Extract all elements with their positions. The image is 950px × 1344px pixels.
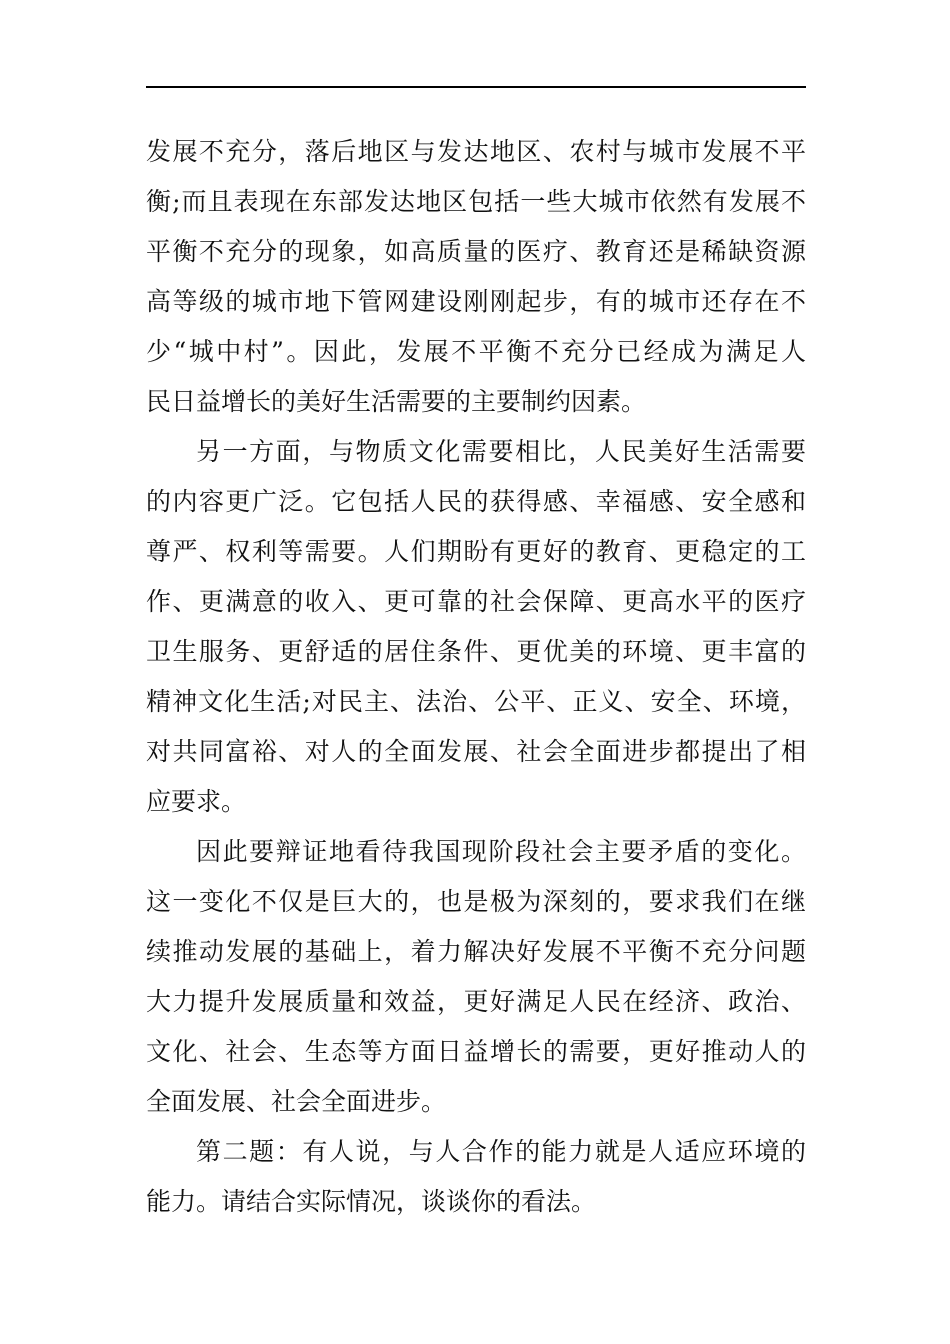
header-rule: [146, 86, 806, 88]
text-line: 作、更满意的收入、更可靠的社会保障、更高水平的医疗: [146, 587, 806, 616]
question-heading: 第二题：有人说，与人合作的能力就是人适应环境的: [196, 1137, 806, 1166]
text-line: 衡;而且表现在东部发达地区包括一些大城市依然有发展不: [146, 187, 806, 216]
text-line: 卫生服务、更舒适的居住条件、更优美的环境、更丰富的: [146, 637, 806, 666]
text-line: 平衡不充分的现象，如高质量的医疗、教育还是稀缺资源: [146, 237, 806, 266]
text-line: 的内容更广泛。它包括人民的获得感、幸福感、安全感和: [146, 487, 806, 516]
text-line: 发展不充分，落后地区与发达地区、农村与城市发展不平: [146, 137, 806, 166]
paragraph-start: 因此要辩证地看待我国现阶段社会主要矛盾的变化。: [196, 837, 806, 866]
text-line: 对共同富裕、对人的全面发展、社会全面进步都提出了相: [146, 737, 806, 766]
text-line: 文化、社会、生态等方面日益增长的需要，更好推动人的: [146, 1037, 806, 1066]
text-line: 少“城中村”。因此，发展不平衡不充分已经成为满足人: [146, 337, 806, 366]
text-line: 这一变化不仅是巨大的，也是极为深刻的，要求我们在继: [146, 887, 806, 916]
text-line: 精神文化生活;对民主、法治、公平、正义、安全、环境，: [146, 687, 806, 716]
paragraph-start: 另一方面，与物质文化需要相比，人民美好生活需要: [196, 437, 806, 466]
text-line: 能力。请结合实际情况，谈谈你的看法。: [146, 1187, 597, 1216]
text-line: 应要求。: [146, 787, 247, 816]
text-line: 大力提升发展质量和效益，更好满足人民在经济、政治、: [146, 987, 806, 1016]
text-line: 高等级的城市地下管网建设刚刚起步，有的城市还存在不: [146, 287, 806, 316]
document-body: [146, 127, 806, 1227]
text-line: 全面发展、社会全面进步。: [146, 1087, 447, 1116]
text-line: 续推动发展的基础上，着力解决好发展不平衡不充分问题: [146, 937, 806, 966]
text-line: 尊严、权利等需要。人们期盼有更好的教育、更稳定的工: [146, 537, 806, 566]
text-line: 民日益增长的美好生活需要的主要制约因素。: [146, 387, 647, 416]
